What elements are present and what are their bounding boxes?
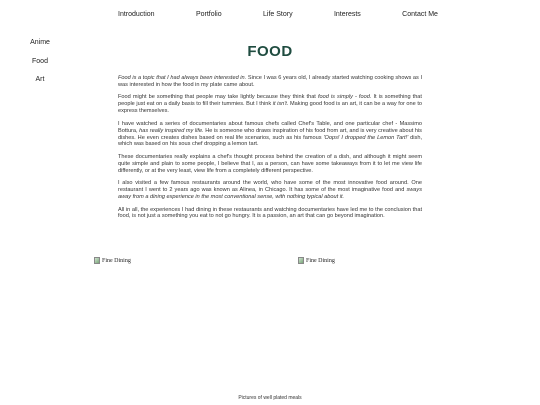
image-alt-text: Fine Dining	[306, 257, 335, 264]
fine-dining-image-right	[298, 257, 335, 264]
sidebar-item-anime[interactable]: Anime	[30, 39, 50, 46]
text: It is something that people just eat on a daily basis to fill their tummies. But I think	[118, 94, 422, 108]
text: He is someone who draws inspiration of his food from art, and is very creative about his dishes. He even creates dishes based on real life scenarios, such as his famous	[118, 127, 422, 141]
italic-text: food is simply - food.	[317, 94, 372, 101]
side-navigation	[0, 39, 80, 95]
top-navigation	[118, 11, 438, 18]
nav-contact-me[interactable]: Contact Me	[402, 11, 438, 18]
sidebar-item-food[interactable]: Food	[32, 57, 48, 65]
italic-text: sways away from a dining experience in the most conventional sense, with nothing typical about it.	[118, 187, 422, 201]
nav-introduction[interactable]: Introduction	[118, 11, 155, 18]
photo-gallery	[94, 257, 454, 265]
text: I have watched a series of documentaries about famous chefs called Chef's Table, and one particular chef - Massimo Bottura,	[118, 120, 422, 134]
italic-text: it isn't.	[272, 101, 289, 108]
text: Food might be something that people may take lightly because they think that	[118, 94, 318, 101]
italic-text: Food is a topic that I had always been interested in.	[118, 75, 247, 81]
broken-image-icon	[298, 257, 304, 264]
text: dish, which was based on his sous chef dropping a lemon tart.	[118, 134, 422, 148]
page-title: FOOD	[247, 43, 293, 60]
sidebar-item-art[interactable]: Art	[35, 76, 45, 83]
paragraph-4: These documentaries really explains a chef's thought process behind the creation of a dish, and although it might seem quite simple and plain to some people, I believe that I, as a person, can have some takeaways from it to let me view life differently, or at the very least, view life from a completely different perspective.	[118, 153, 422, 174]
image-alt-text: Fine Dining	[102, 257, 131, 264]
paragraph-5	[118, 180, 422, 201]
fine-dining-image-left	[94, 257, 131, 264]
photo-caption: Pictures of well plated meals	[238, 395, 302, 401]
nav-interests[interactable]: Interests	[333, 11, 361, 18]
text: Since I was 6 years old, I already started watching cooking shows as I was interested in how the food in my plate came about.	[118, 75, 422, 88]
paragraph-1	[118, 75, 422, 89]
text: I also visited a few famous restaurants around the world, who have some of the most innovative food around. One restaurant I went to 2 years ago was known as Alinea, in Chicago. It has some of the most imaginative food and	[118, 180, 422, 194]
paragraph-2	[118, 94, 422, 115]
article-body	[118, 75, 422, 226]
paragraph-3	[118, 121, 422, 149]
nav-portfolio[interactable]: Portfolio	[195, 11, 222, 18]
nav-life-story[interactable]: Life Story	[263, 11, 293, 18]
broken-image-icon	[94, 257, 100, 264]
paragraph-6: All in all, the experiences I had dining in these restaurants and watching documentaries have led me to the conclusion that food, is not just a something you eat to not go hungry. It is a passion, an art that can go beyond imagination.	[118, 206, 422, 220]
italic-text: has really inspired my life.	[139, 127, 204, 134]
text: Making good food is an art, it can be a way for one to express themselves.	[118, 101, 422, 115]
italic-text: 'Oops! I dropped the Lemon Tart!'	[323, 134, 409, 141]
